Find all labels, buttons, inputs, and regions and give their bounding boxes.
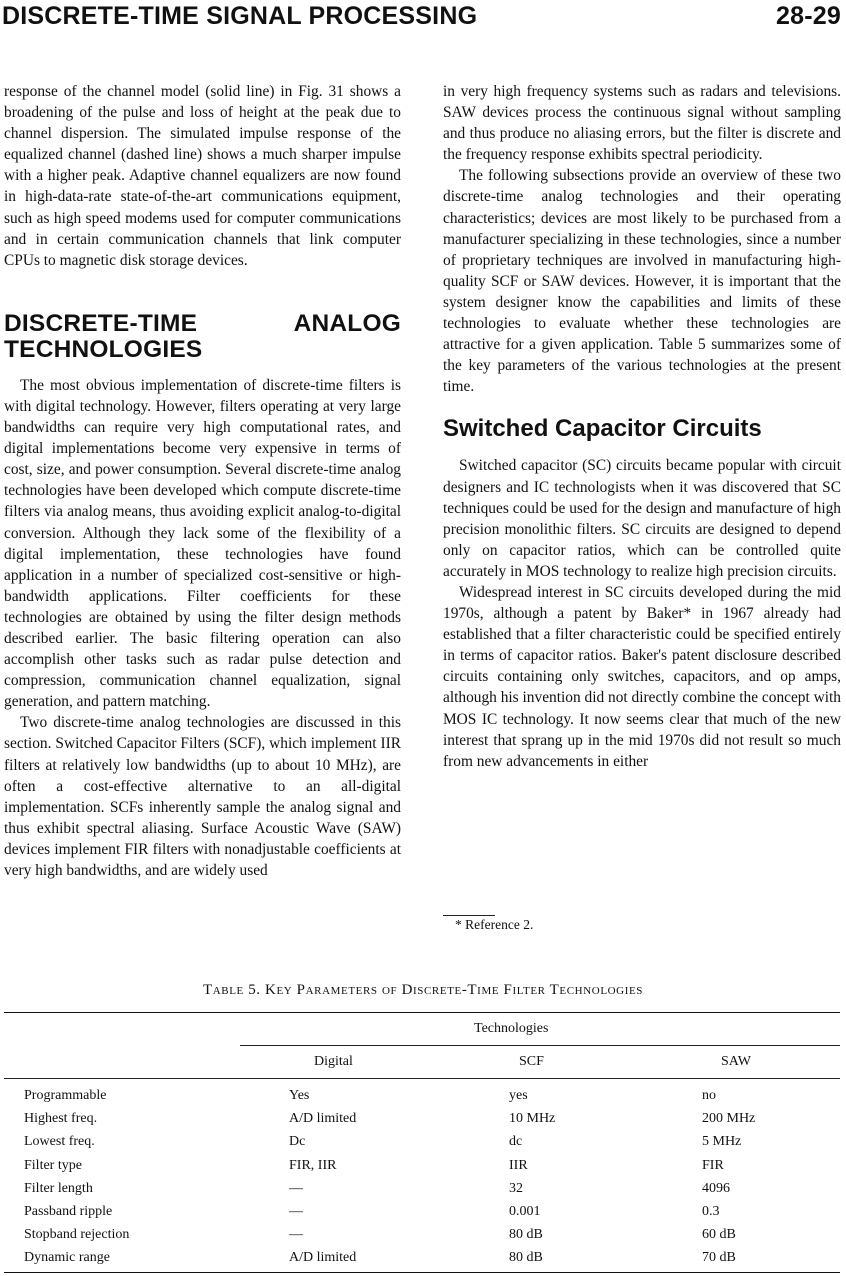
paragraph: response of the channel model (solid line) in Fig. 31 shows a broadening of the pulse and loss of height at the peak due to channel dispersion. The simulated impulse response of the equalized channel (dashed line) shows a much sharper impulse with a higher peak. Adaptive channel equalizers are now found in high-data-rate state-of-the-art communications equipment, such as high speed modems used for computer communications and in certain communication channels that link computer CPUs to magnetic disk storage devices. <box>4 83 401 269</box>
paragraph: The following subsections provide an overview of these two discrete-time analog technologies and their operating characteristics; devices are most likely to be purchased from a manufacturer specializing in these technologies, since a number of proprietary techniques are involved in manufacturing high-quality SCF or SAW devices. However, it is important that the system designer know the capabilities and limits of these technologies to evaluate whether these technologies are attractive for a given application. Table 5 summarizes some of the key parameters of the various technologies at the present time. <box>443 167 841 396</box>
paragraph: Widespread interest in SC circuits developed during the mid 1970s, although a patent by Baker* in 1967 already had established that a filter characteristic could be specified entirely in terms of capacitor ratios. Baker's patent disclosure described circuits containing only switches, capacitors, and op amps, although his invention did not directly combine the concept with MOS IC technology. It now seems clear that much of the new interest that sprang up in the mid 1970s did not result so much from new advancements in either <box>443 583 841 770</box>
cell-saw: FIR <box>702 1157 724 1173</box>
cell-digital: Dc <box>289 1134 306 1150</box>
cell-scf: 32 <box>509 1180 523 1196</box>
cell-digital: — <box>289 1204 303 1219</box>
row-parameter: Filter length <box>24 1180 93 1196</box>
page-number: 28-29 <box>776 2 841 30</box>
cell-scf: yes <box>509 1088 528 1103</box>
table-top-rule <box>4 1012 840 1013</box>
cell-saw: 60 dB <box>702 1227 736 1243</box>
paragraph: The most obvious implementation of discrete-time filters is with digital technology. However, filters operating at very large bandwidths can require very high computational rates, and digital implementations become very expensive in terms of cost, size, and power consumption. Several discrete-time analog technologies have been developed which compute discrete-time filters via analog means, thus avoiding explicit analog-to-digital conversion. Although they lack some of the flexibility of a digital implementation, these technologies have found application in a number of specialized cost-sensitive or high-bandwidth applications. Filter coefficients for these technologies are obtained by using the filter design methods described earlier. The basic filtering operation can also accomplish other tasks such as radar pulse detection and compression, communication channel equalization, signal generation, and pattern matching. <box>4 376 401 711</box>
left-column <box>4 81 401 881</box>
running-header <box>0 0 846 36</box>
cell-saw: no <box>702 1088 716 1103</box>
cell-digital: — <box>289 1180 303 1196</box>
cell-digital: A/D limited <box>289 1111 357 1127</box>
row-parameter: Programmable <box>24 1088 107 1103</box>
paragraph: in very high frequency systems such as radars and televisions. SAW devices process the continuous signal without sampling and thus produce no aliasing errors, but the filter is discrete and the frequency response exhibits spectral periodicity. <box>443 83 841 164</box>
group-header-rule <box>240 1045 840 1046</box>
column-header-saw: SAW <box>721 1054 751 1069</box>
cell-scf: 0.001 <box>509 1204 541 1219</box>
cell-digital: A/D limited <box>289 1250 357 1266</box>
cell-scf: 80 dB <box>509 1227 543 1243</box>
row-parameter: Lowest freq. <box>24 1134 95 1150</box>
footnote: * Reference 2. <box>455 917 534 932</box>
cell-saw: 5 MHz <box>702 1134 742 1150</box>
running-header-title: DISCRETE-TIME SIGNAL PROCESSING <box>2 2 478 30</box>
table-group-header: Technologies <box>474 1021 549 1036</box>
cell-digital: — <box>289 1227 303 1243</box>
row-parameter: Filter type <box>24 1157 82 1173</box>
row-parameter: Highest freq. <box>24 1111 98 1127</box>
table-bottom-rule <box>4 1272 840 1273</box>
cell-scf: dc <box>509 1134 523 1150</box>
paragraph: Switched capacitor (SC) circuits became popular with circuit designers and IC technologists when it was discovered that SC techniques could be used for the design and manufacture of high precision monolithic filters. SC circuits are designed to depend only on capacitor ratios, which can be controlled quite accurately in MOS technology to realize high precision circuits. <box>443 457 841 580</box>
cell-saw: 0.3 <box>702 1204 720 1219</box>
cell-digital: Yes <box>289 1088 310 1103</box>
cell-scf: IIR <box>509 1157 528 1173</box>
header-bottom-rule <box>4 1078 840 1079</box>
row-parameter: Dynamic range <box>24 1250 110 1266</box>
table-caption <box>0 982 846 999</box>
cell-saw: 70 dB <box>702 1250 736 1266</box>
right-column <box>443 81 841 772</box>
cell-digital: FIR, IIR <box>289 1157 337 1173</box>
row-parameter: Passband ripple <box>24 1204 113 1219</box>
cell-saw: 200 MHz <box>702 1111 756 1127</box>
table-caption-title: Key Parameters of Discrete-Time Filter Technologies <box>265 982 644 998</box>
section-heading: DISCRETE-TIME ANALOG TECHNOLOGIES <box>4 309 401 363</box>
footnote-rule <box>443 915 495 916</box>
paragraph: Two discrete-time analog technologies are discussed in this section. Switched Capacitor Filters (SCF), which implement IIR filters at relatively low bandwidths (up to about 10 MHz), are often a cost-effective alternative to an all-digital implementation. SCFs inherently sample the analog signal and thus exhibit spectral aliasing. Surface Acoustic Wave (SAW) devices implement FIR filters with nonadjustable coefficients at very high bandwidths, and are widely used <box>4 714 401 879</box>
subsection-heading: Switched Capacitor Circuits <box>443 415 762 443</box>
cell-scf: 80 dB <box>509 1250 543 1266</box>
table-caption-label: Table 5. <box>202 982 261 998</box>
column-header-scf: SCF <box>519 1054 544 1069</box>
cell-saw: 4096 <box>702 1180 730 1196</box>
column-header-digital: Digital <box>314 1054 353 1069</box>
cell-scf: 10 MHz <box>509 1111 556 1127</box>
row-parameter: Stopband rejection <box>24 1227 130 1243</box>
